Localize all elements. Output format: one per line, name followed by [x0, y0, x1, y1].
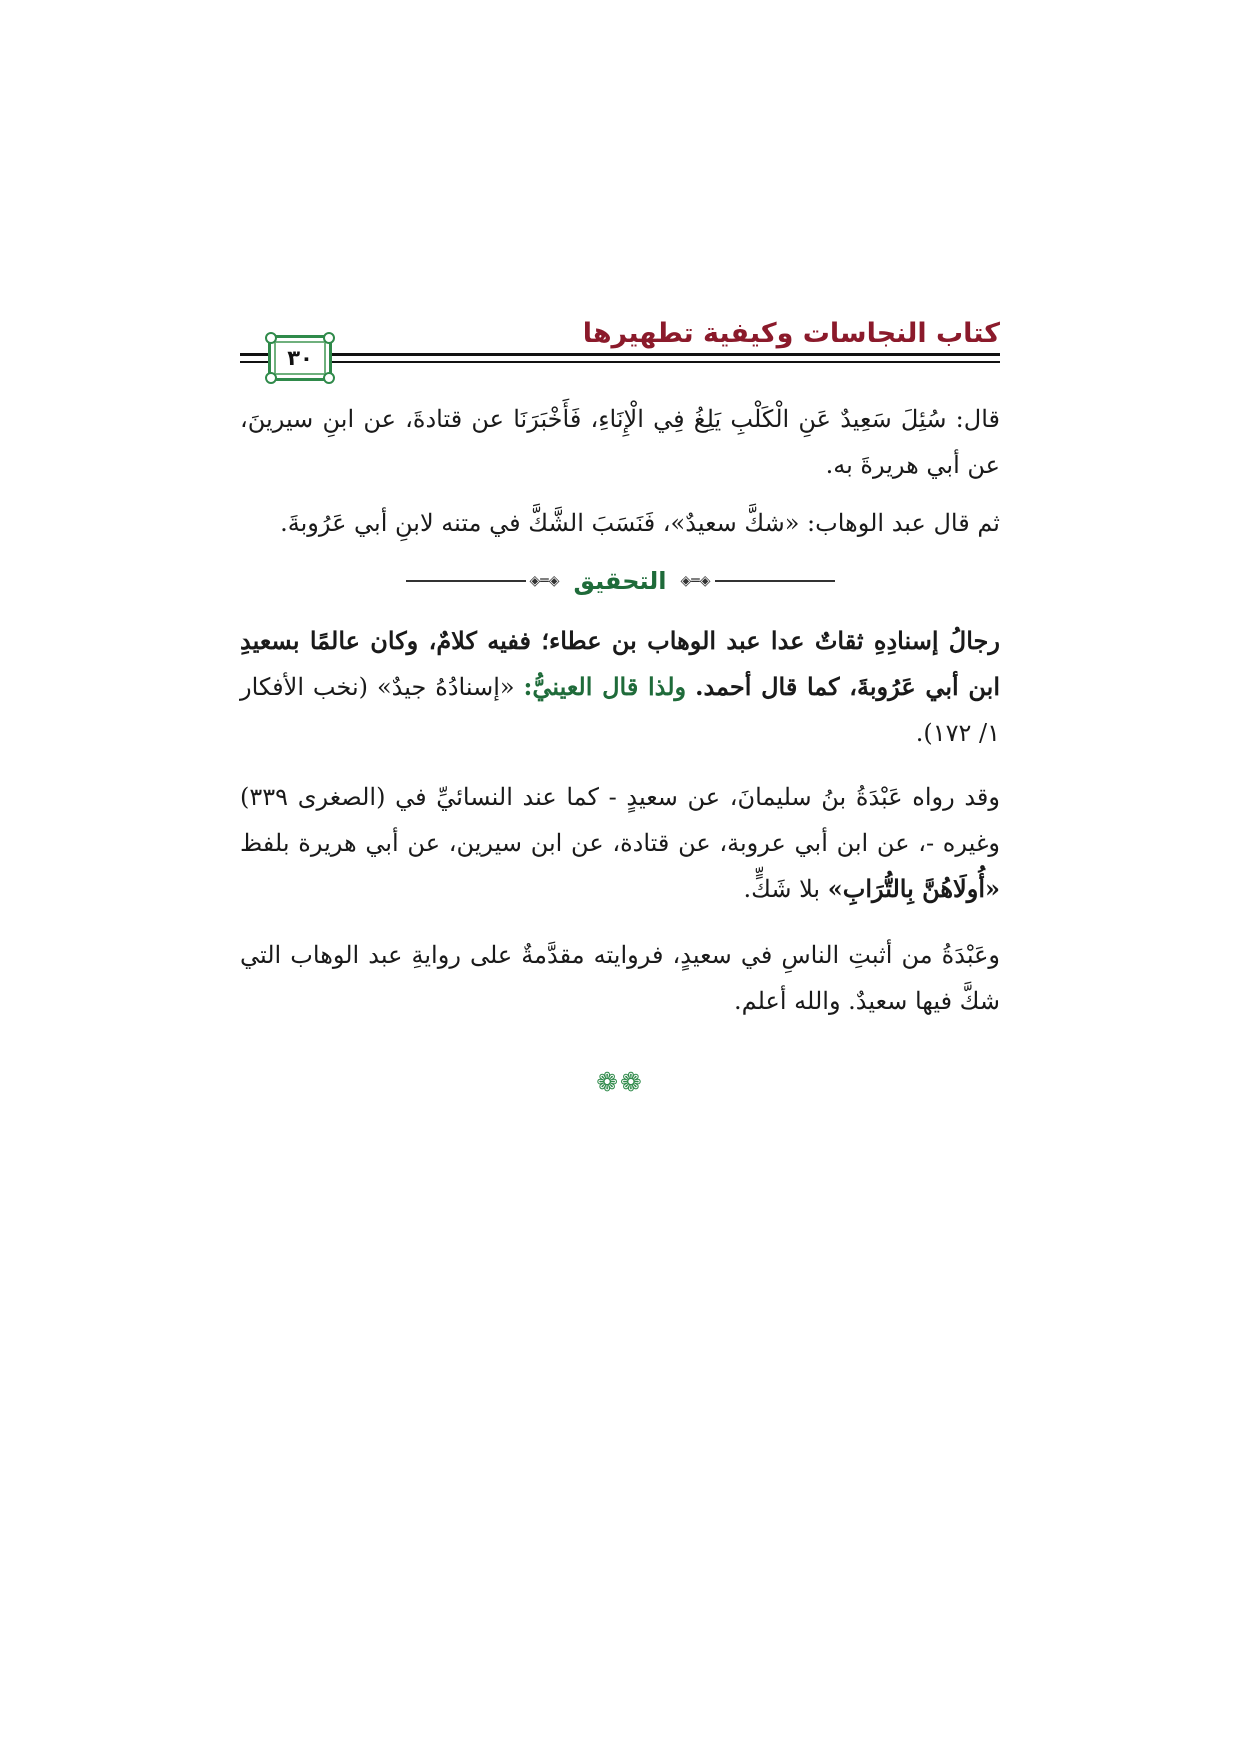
paragraph-conclusion: وعَبْدَةُ من أثبتِ الناسِ في سعيدٍ، فروايته مقدَّمةٌ على روايةِ عبد الوهاب التي شكَّ فيها سعيدٌ. والله أعلم.	[240, 941, 1000, 1015]
paragraph-tahqiq	[240, 618, 1000, 756]
paragraph-doubt-note: ثم قال عبد الوهاب: «شكَّ سعيدٌ»، فَنَسَبَ الشَّكَّ في متنه لابنِ أبي عَرُوبةَ.	[280, 509, 1000, 537]
divider-ornament-icon: ◈═◈	[529, 573, 560, 589]
section-title: التحقيق	[573, 567, 667, 595]
header-rule-thin	[240, 361, 1000, 363]
narration-text: وقد رواه عَبْدَةُ بنُ سليمانَ، عن سعيدٍ - كما عند النسائيِّ في (الصغرى ٣٣٩) وغيره -، عن ابن أبي عروبة، عن قتادة، عن ابن سيرين، عن أبي هريرة بلفظ	[240, 783, 1000, 857]
divider-line	[715, 580, 835, 582]
paragraph-abdah-narration	[240, 774, 1000, 912]
divider-line	[406, 580, 526, 582]
book-title: كتاب النجاسات وكيفية تطهيرها	[582, 318, 1000, 349]
header-rule-thick	[240, 353, 1000, 356]
tahqiq-bold-text: رجالُ إسنادِهِ ثقاتٌ عدا عبد الوهاب بن عطاء؛ ففيه كلامٌ، وكان عالمًا بسعيدِ ابن أبي عَرُوبةَ، كما قال أحمد.	[240, 626, 1001, 701]
page	[240, 310, 1000, 1098]
narration-quote: «أُولَاهُنَّ بِالتُّرَابِ»	[827, 874, 1000, 903]
tahqiq-highlight-text: ولذا قال العينيُّ:	[523, 672, 687, 701]
header-rule	[240, 353, 1000, 365]
page-number-frame	[268, 335, 332, 381]
end-ornament-icon: ❁❁	[596, 1068, 644, 1098]
narration-end: بلا شَكٍّ.	[743, 875, 821, 903]
frame-corner-ornament-icon	[323, 372, 335, 384]
tahqiq-citation-text: «إسنادُهُ جيدٌ» (نخب الأفكار ١/ ١٧٢).	[240, 673, 1000, 747]
paragraph-hadith-text: قال: سُئِلَ سَعِيدٌ عَنِ الْكَلْبِ يَلِغُ فِي الْإِنَاءِ، فَأَخْبَرَنَا عن قتادةَ، عن ابنِ سيرينَ، عن أبي هريرةَ به.	[240, 405, 1000, 479]
frame-corner-ornament-icon	[265, 372, 277, 384]
frame-corner-ornament-icon	[323, 332, 335, 344]
divider-ornament-icon: ◈═◈	[680, 573, 711, 589]
page-number: ٣٠	[287, 346, 313, 370]
frame-corner-ornament-icon	[265, 332, 277, 344]
section-divider	[240, 558, 1000, 604]
page-header	[240, 310, 1000, 392]
